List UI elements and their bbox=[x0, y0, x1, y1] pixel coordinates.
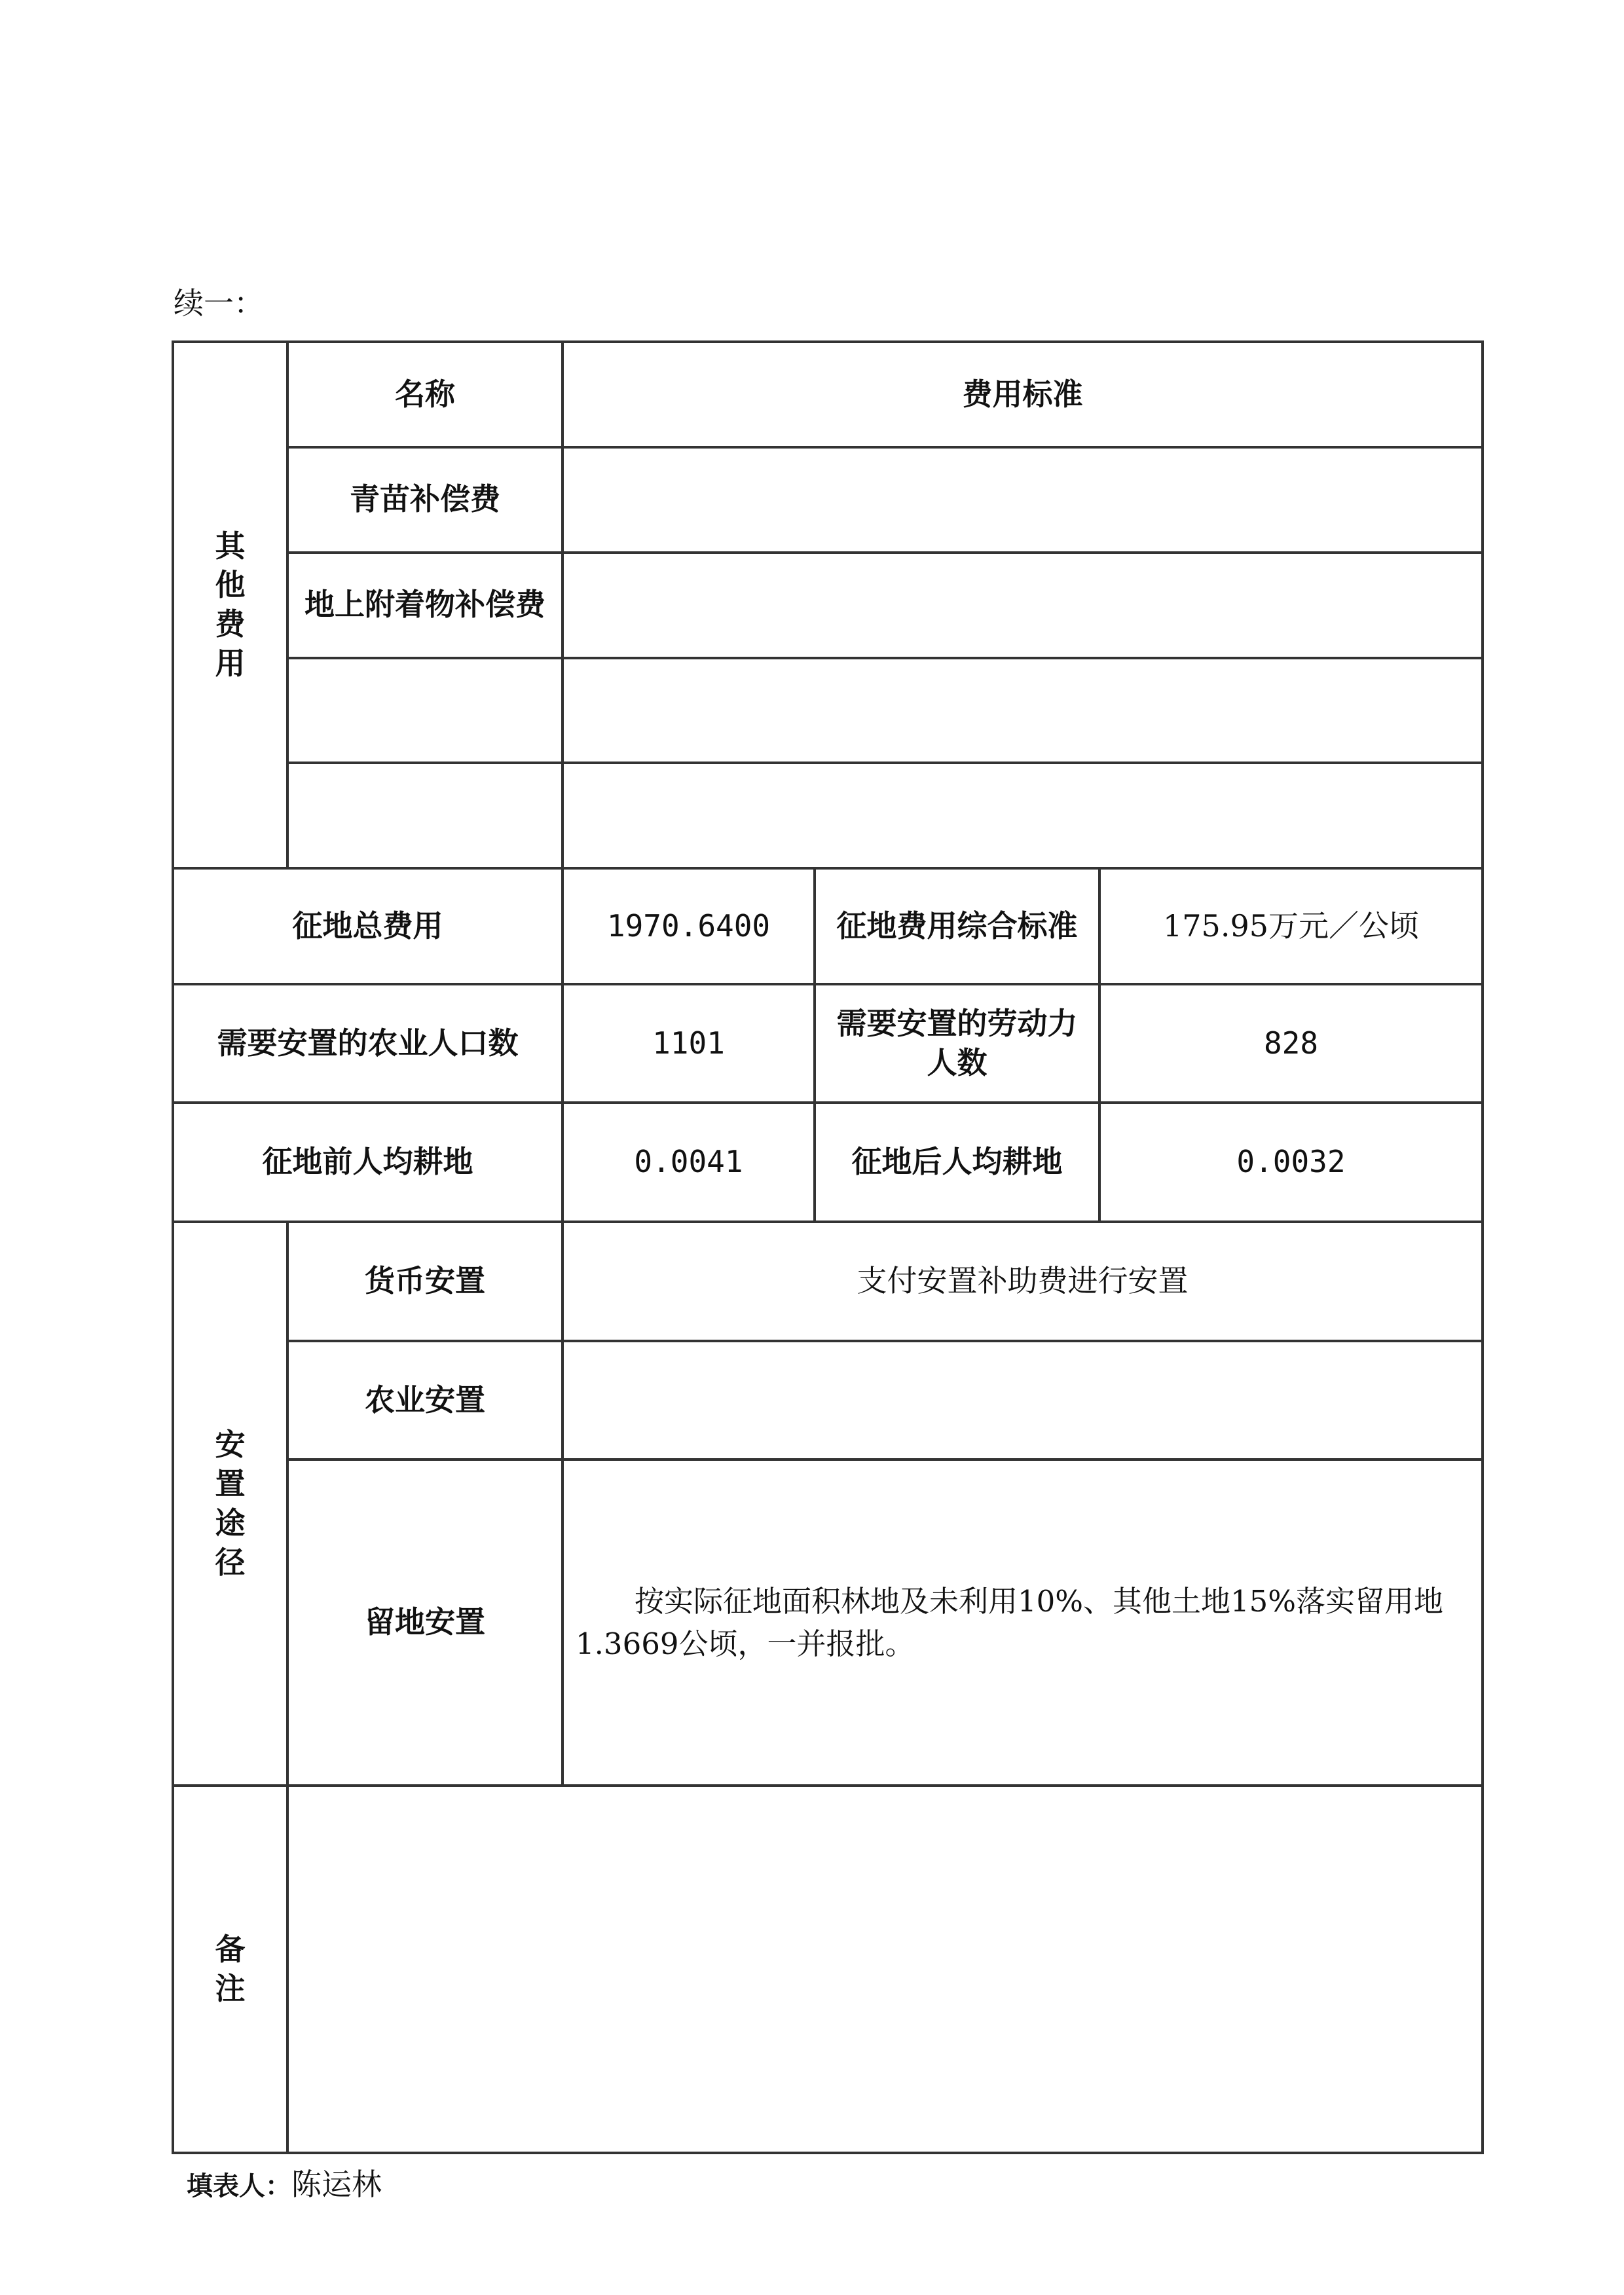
agri-population-label: 需要安置的农业人口数 bbox=[173, 984, 563, 1103]
total-cost-value: 1970.6400 bbox=[563, 868, 815, 983]
fee-standard-cell bbox=[563, 553, 1483, 658]
population-row bbox=[173, 984, 1483, 1103]
land-after-label: 征地后人均耕地 bbox=[815, 1103, 1099, 1222]
labor-count-value: 828 bbox=[1099, 984, 1483, 1103]
other-fee-row bbox=[173, 447, 1483, 553]
filler-label: 填表人： bbox=[187, 2171, 291, 2201]
agri-population-value: 1101 bbox=[563, 984, 815, 1103]
composite-standard-value: 175.95万元／公顷 bbox=[1099, 868, 1483, 983]
form-filler bbox=[187, 2161, 382, 2204]
agricultural-resettlement-label: 农业安置 bbox=[287, 1341, 563, 1460]
labor-count-label: 需要安置的劳动力人数 bbox=[815, 984, 1099, 1103]
reserved-land-resettlement-value bbox=[563, 1460, 1483, 1786]
other-fees-section-label: 其他费用 bbox=[173, 342, 287, 868]
land-acquisition-cost-table bbox=[172, 340, 1484, 2154]
monetary-resettlement-value: 支付安置补助费进行安置 bbox=[563, 1222, 1483, 1341]
other-fee-row bbox=[173, 658, 1483, 763]
remarks-section-label: 备注 bbox=[173, 1786, 287, 2153]
remarks-row bbox=[173, 1786, 1483, 2153]
other-fee-row bbox=[173, 763, 1483, 868]
land-before-label: 征地前人均耕地 bbox=[173, 1103, 563, 1222]
monetary-resettlement-row bbox=[173, 1222, 1483, 1341]
filler-name: 陈运林 bbox=[291, 2167, 382, 2202]
fee-name-cell bbox=[287, 658, 563, 763]
reserved-land-paragraph: 按实际征地面积林地及未利用10%、其他土地15%落实留用地1.3669公顷，一并报批。 bbox=[576, 1584, 1444, 1662]
agricultural-resettlement-value bbox=[563, 1341, 1483, 1460]
fee-name-cell: 青苗补偿费 bbox=[287, 447, 563, 553]
land-before-value: 0.0041 bbox=[563, 1103, 815, 1222]
fee-standard-cell bbox=[563, 658, 1483, 763]
other-fees-header-row bbox=[173, 342, 1483, 447]
reserved-land-resettlement-label: 留地安置 bbox=[287, 1460, 563, 1786]
remarks-value bbox=[287, 1786, 1483, 2153]
reserved-land-resettlement-row bbox=[173, 1460, 1483, 1786]
other-fee-row bbox=[173, 553, 1483, 658]
land-after-value: 0.0032 bbox=[1099, 1103, 1483, 1222]
agricultural-resettlement-row bbox=[173, 1341, 1483, 1460]
fee-name-cell: 地上附着物补偿费 bbox=[287, 553, 563, 658]
fee-standard-cell bbox=[563, 763, 1483, 868]
farmland-per-capita-row bbox=[173, 1103, 1483, 1222]
name-column-header: 名称 bbox=[287, 342, 563, 447]
composite-standard-label: 征地费用综合标准 bbox=[815, 868, 1099, 983]
fee-name-cell bbox=[287, 763, 563, 868]
fee-standard-cell bbox=[563, 447, 1483, 553]
total-cost-row bbox=[173, 868, 1483, 983]
resettlement-section-label: 安置途径 bbox=[173, 1222, 287, 1786]
fee-standard-column-header: 费用标准 bbox=[563, 342, 1483, 447]
total-cost-label: 征地总费用 bbox=[173, 868, 563, 983]
monetary-resettlement-label: 货币安置 bbox=[287, 1222, 563, 1341]
continuation-label: 续一： bbox=[174, 285, 264, 321]
